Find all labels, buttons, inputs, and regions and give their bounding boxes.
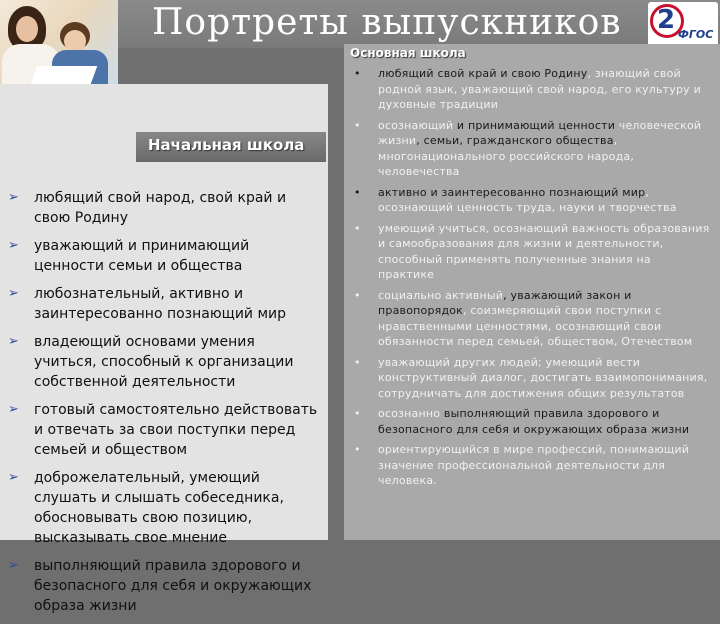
secondary-list-item <box>344 118 716 180</box>
primary-list-item <box>0 468 326 548</box>
secondary-list-item-text: умеющий учиться, осознающий важность образования и самообразования для жизни и деятельности, способный применять полученные знания на практике <box>378 221 710 281</box>
secondary-list-item-text: , соизмеряющий свои поступки с нравственными ценностями, осознающий свои обязанности перед семьей, обществом, Отечеством <box>378 304 693 348</box>
primary-school-list <box>0 188 326 624</box>
logo-number: 2 <box>657 5 676 35</box>
secondary-list-item <box>344 221 716 283</box>
bullet-dot-icon: • <box>354 221 361 235</box>
secondary-list-item-text: человеческой жизни <box>378 118 702 147</box>
primary-list-item <box>0 556 326 616</box>
secondary-school-list <box>344 66 716 494</box>
secondary-list-item-text: , уважающий закон и правопорядок <box>378 288 632 317</box>
secondary-list-item-text: активно и заинтересованно познающий мир <box>378 185 646 199</box>
bullet-dot-icon: • <box>354 118 361 132</box>
primary-school-panel <box>0 84 328 614</box>
secondary-list-item <box>344 66 716 113</box>
arrow-bullet-icon: ➢ <box>8 402 19 417</box>
page-title: Портреты выпускников <box>152 2 622 43</box>
primary-list-item-text: уважающий и принимающий ценности семьи и общества <box>34 238 250 274</box>
secondary-list-item-text: осознанно <box>378 407 444 420</box>
primary-list-item <box>0 332 326 392</box>
primary-list-item-text: готовый самостоятельно действовать и отвечать за свои поступки перед семьей и обществом <box>34 402 318 458</box>
secondary-list-item <box>344 288 716 350</box>
teacher-student-photo <box>0 0 118 84</box>
primary-list-item-text: владеющий основами умения учиться, способный к организации собственной деятельности <box>34 334 294 390</box>
secondary-list-item-text: и принимающий ценности <box>453 118 619 132</box>
bullet-dot-icon: • <box>354 67 361 80</box>
primary-list-item-text: выполняющий правила здорового и безопасного для себя и окружающих образа жизни <box>34 558 312 614</box>
secondary-list-item <box>344 185 716 216</box>
bullet-dot-icon: • <box>354 288 361 302</box>
secondary-list-item-text: уважающий других людей; умеющий вести конструктивный диалог, достигать взаимопонимания, сотрудничать для достижения общих результатов <box>378 355 708 400</box>
bullet-dot-icon: • <box>354 407 361 420</box>
secondary-list-item <box>344 406 716 437</box>
arrow-bullet-icon: ➢ <box>8 470 19 485</box>
primary-list-item <box>0 188 326 228</box>
bullet-dot-icon: • <box>354 443 361 456</box>
secondary-list-item-text: , знающий свой родной язык, уважающий свой народ, его культуру и духовные традиции <box>378 67 701 111</box>
fgos-logo <box>648 2 718 46</box>
primary-list-item <box>0 284 326 324</box>
secondary-list-item <box>344 355 716 402</box>
primary-school-heading-box <box>136 132 326 162</box>
secondary-list-item-text: ориентирующийся в мире профессий, понимающий значение профессиональной деятельности для человека. <box>378 443 690 487</box>
arrow-bullet-icon: ➢ <box>8 190 19 205</box>
arrow-bullet-icon: ➢ <box>8 558 19 573</box>
primary-list-item-text: доброжелательный, умеющий слушать и слышать собеседника, обосновывать свою позицию, высказывать свое мнение <box>34 470 284 546</box>
bullet-dot-icon: • <box>354 355 361 369</box>
secondary-list-item-text: , осознающий ценность труда, науки и творчества <box>378 185 677 214</box>
primary-list-item <box>0 236 326 276</box>
primary-school-heading: Начальная школа <box>148 136 305 154</box>
secondary-school-heading: Основная школа <box>350 46 466 60</box>
primary-list-item <box>0 400 326 460</box>
arrow-bullet-icon: ➢ <box>8 238 19 253</box>
secondary-school-panel <box>344 44 720 540</box>
logo-text: ФГОС <box>678 28 714 41</box>
secondary-list-item-text: любящий свой край и свою Родину <box>378 67 588 80</box>
secondary-list-item-text: осознающий <box>378 118 454 132</box>
secondary-list-item-text: социально активный <box>378 288 504 302</box>
secondary-list-item-text: выполняющий правила здорового и безопасного для себя и окружающих образа жизни <box>378 407 690 436</box>
arrow-bullet-icon: ➢ <box>8 286 19 301</box>
arrow-bullet-icon: ➢ <box>8 334 19 349</box>
secondary-list-item <box>344 442 716 489</box>
primary-list-item-text: любознательный, активно и заинтересованно познающий мир <box>34 286 287 322</box>
secondary-list-item-text: , многонационального российского народа, человечества <box>378 134 635 178</box>
primary-list-item-text: любящий свой народ, свой край и свою Родину <box>34 190 287 226</box>
secondary-list-item-text: , семьи, гражданского общества <box>416 134 614 147</box>
bullet-dot-icon: • <box>354 185 361 199</box>
